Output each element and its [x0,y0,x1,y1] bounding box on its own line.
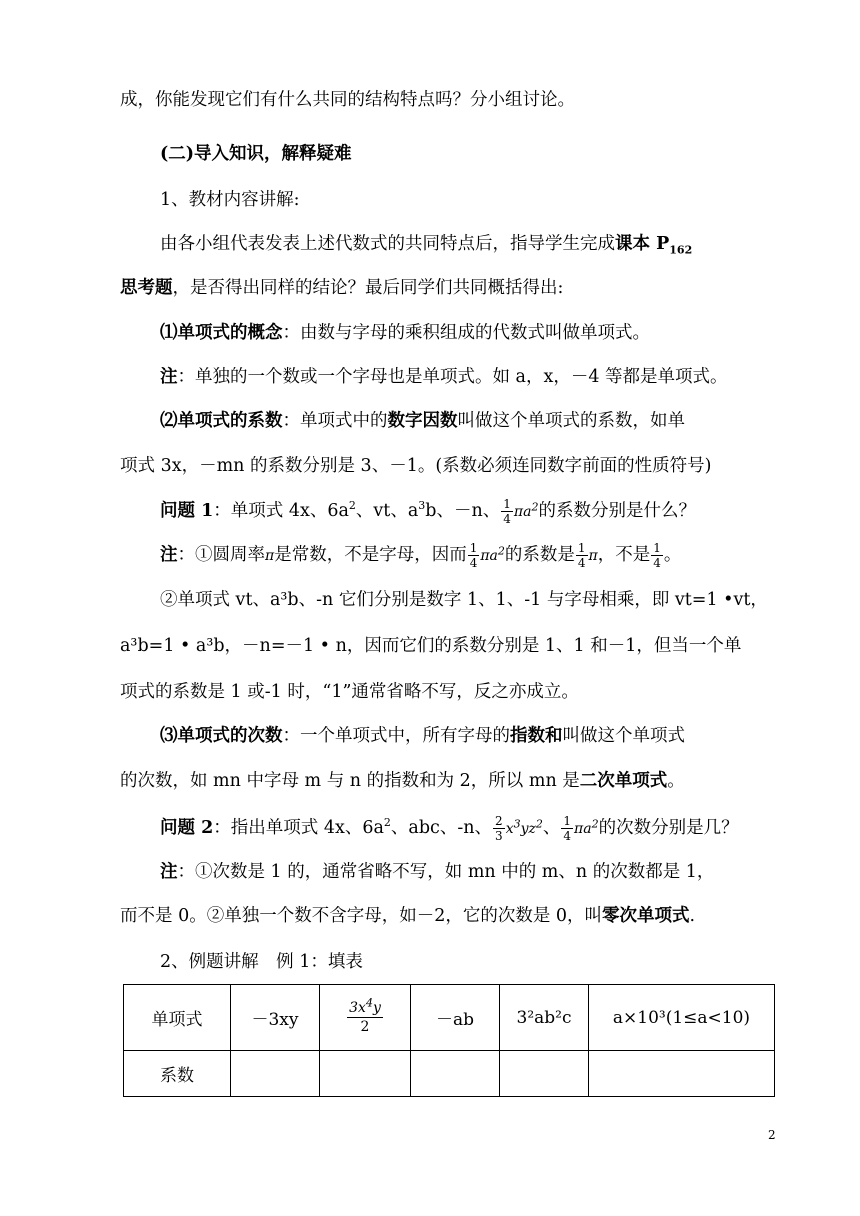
section-heading: (二)导入知识，解释疑难 [160,144,352,164]
text-line: 思考题，是否得出同样的结论？最后同学们共同概括得出: [120,278,564,298]
table-cell [320,985,411,1051]
table-row [124,1051,775,1097]
text-line: 而不是 0。②单独一个数不含字母，如－2，它的次数是 0，叫零次单项式. [120,906,696,926]
note-pi: 注：①圆周率π是常数，不是字母，因而 $\frac{1}{4}$ $\pi a^2$的系数是 $\frac{1}{4}$ π，不是 $\frac{1}{4}$ 。 [160,541,682,570]
table-cell: 3²ab²c [500,985,589,1051]
table-cell: 系数 [124,1051,231,1097]
text-line: a³b=1 • a³b，－n=－1 • n，因而它们的系数分别是 1、1 和－1，但当一个单 [120,636,742,656]
text-line: 注：①次数是 1 的，通常省略不写，如 mn 中的 m、n 的次数都是 1， [160,862,715,882]
text-line: 2、例题讲解 例 1：填表 [160,952,363,972]
table-cell [411,1051,500,1097]
fraction: $\frac{1}{4}$ [503,497,511,526]
text-line: ⑴单项式的概念：由数与字母的乘积组成的代数式叫做单项式。 [160,323,650,343]
table-cell [320,1051,411,1097]
text-line: 由各小组代表发表上述代数式的共同特点后，指导学生完成课本 $P_{162}$ [160,234,693,257]
table-cell [231,1051,320,1097]
table-cell [500,1051,589,1097]
page-number: 2 [768,1128,776,1142]
question-1: 问题 1：单项式 4x、$6a^2$、vt、$a^3b$、－n、 $\frac{1}{4}$ $\pi a^2$的系数分别是什么？ [160,497,696,526]
fraction: $\frac{3x^4y}{2}$ [349,996,381,1035]
table-cell: －ab [411,985,500,1051]
text-line: 成，你能发现它们有什么共同的结构特点吗？分小组讨论。 [120,90,575,110]
example-table [123,984,775,1097]
text-line: ⑵单项式的系数：单项式中的数字因数叫做这个单项式的系数，如单 [160,411,685,431]
text-line: 的次数，如 mn 中字母 m 与 n 的指数和为 2，所以 mn 是二次单项式。 [120,771,685,791]
question-2: 问题 2：指出单项式 4x、$6a^2$、abc、-n、 $\frac{2}{3}$ $x^3yz^2$、 $\frac{1}{4}$ $\pi a^2$的次数分别是几？ [160,814,739,843]
text-line: 1、教材内容讲解: [160,190,300,210]
text-line: 注：单独的一个数或一个字母也是单项式。如 a，x，－4 等都是单项式。 [160,367,728,387]
table-cell: －3xy [231,985,320,1051]
table-row [124,985,775,1051]
table-cell [589,1051,775,1097]
text-line: ⑶单项式的次数：一个单项式中，所有字母的指数和叫做这个单项式 [160,726,685,746]
text-line: 项式的系数是 1 或-1 时，“1”通常省略不写，反之亦成立。 [120,682,579,702]
table-cell: 单项式 [124,985,231,1051]
text-line: 项式 3x，－mn 的系数分别是 3、－1。(系数必须连同数字前面的性质符号) [120,456,712,476]
text-line: ②单项式 vt、a³b、-n 它们分别是数字 1、1、-1 与字母相乘，即 vt=1 •vt， [160,590,768,610]
table-cell: a×10³(1≤a<10) [589,985,775,1051]
